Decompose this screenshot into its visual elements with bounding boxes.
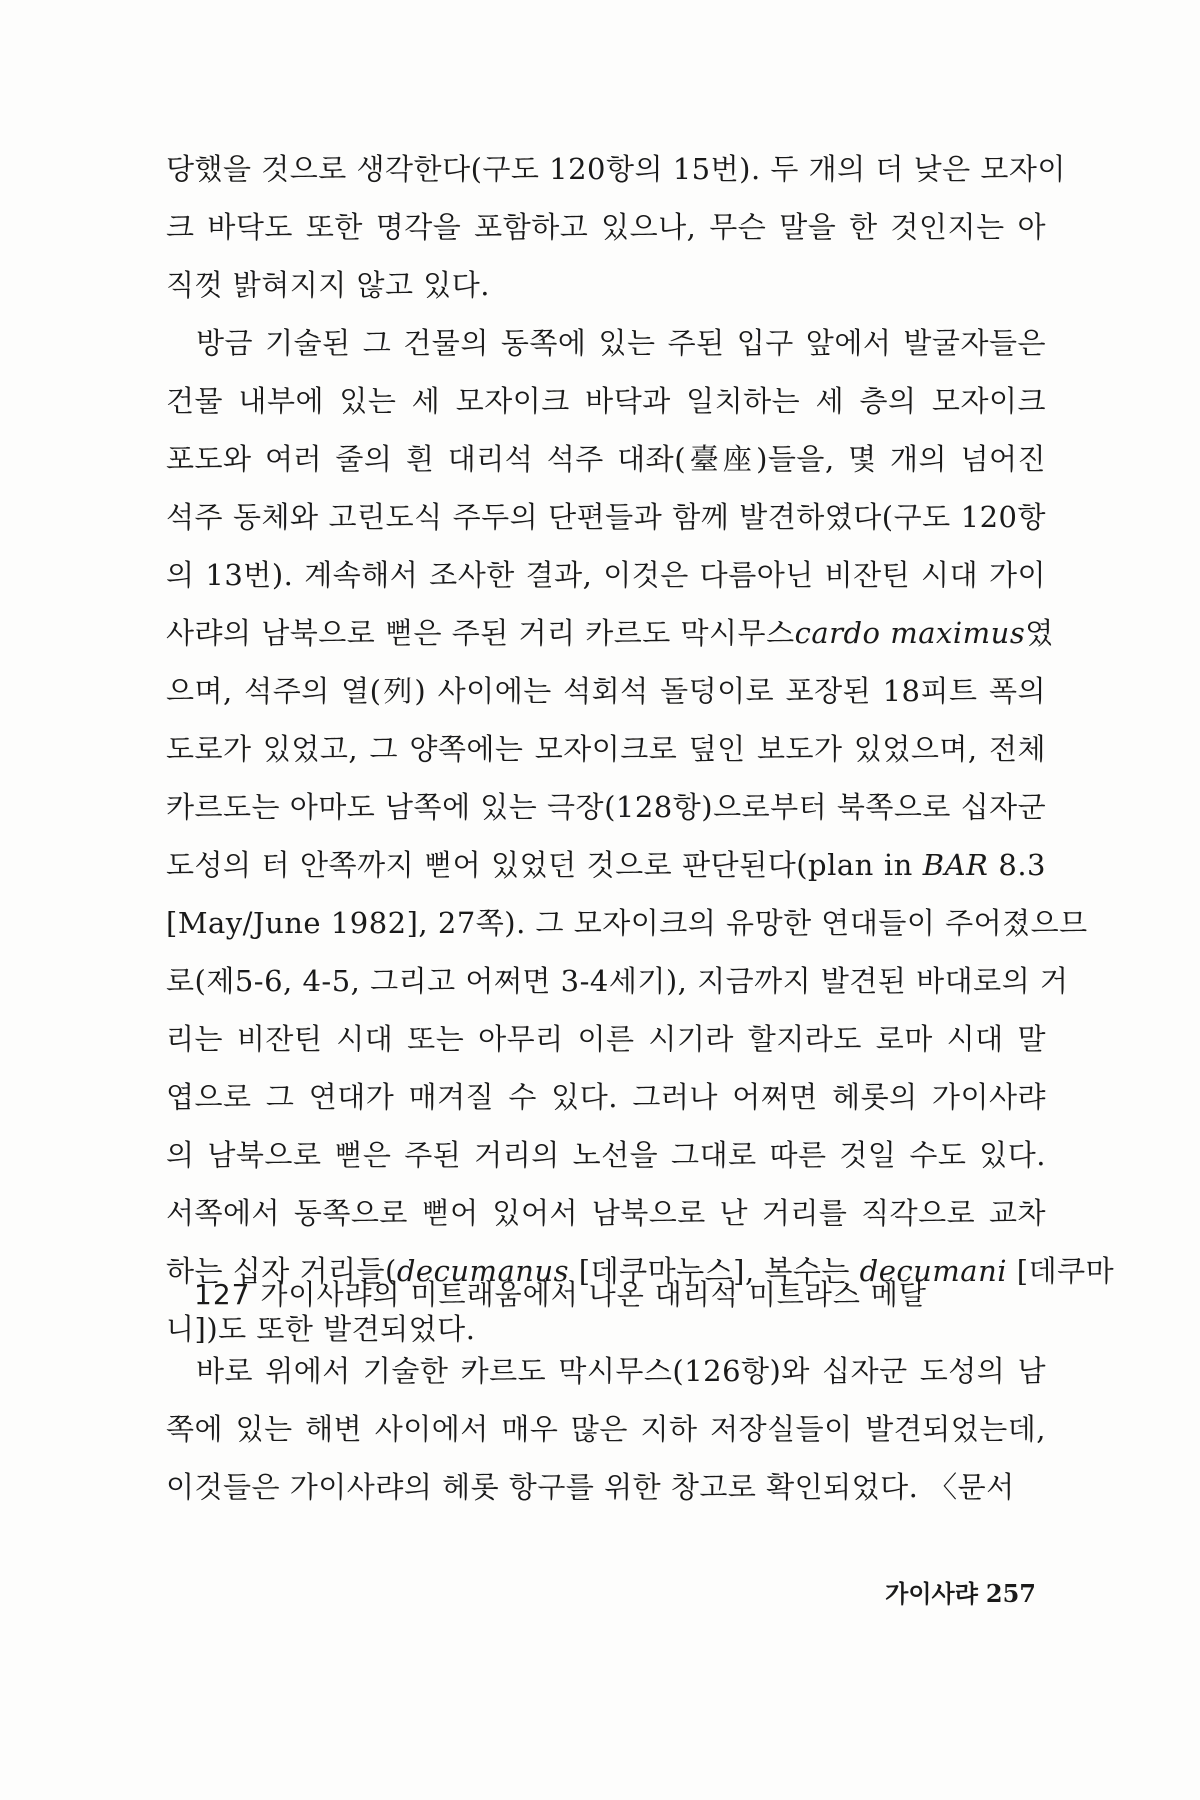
text-line: 카르도는 아마도 남쪽에 있는 극장(128항)으로부터 북쪽으로 십자군 — [166, 790, 1047, 824]
italic-term: decumani — [859, 1254, 1008, 1288]
paragraph-2-text — [166, 314, 1115, 1358]
text-line: 의 남북으로 뻗은 주된 거리의 노선을 그대로 따른 것일 수도 있다. — [166, 1138, 1046, 1172]
text-segment: 였 — [1025, 616, 1054, 650]
paragraph-1 — [166, 140, 1066, 314]
text-line: 포도와 여러 줄의 흰 대리석 석주 대좌(臺座)들을, 몇 개의 넘어진 — [166, 442, 1046, 476]
text-line: 바로 위에서 기술한 카르도 막시무스(126항)와 십자군 도성의 남 — [196, 1354, 1046, 1388]
text-line — [166, 604, 1054, 662]
text-segment: 사랴의 남북으로 뻗은 주된 거리 카르도 막시무스 — [166, 616, 795, 650]
paragraph-3-text — [166, 1342, 1046, 1516]
page-number: 257 — [985, 1579, 1036, 1608]
text-line: 이것들은 가이사랴의 헤롯 항구를 위한 창고로 확인되었다. 〈문서 — [166, 1470, 1015, 1504]
text-line: 직껏 밝혀지지 않고 있다. — [166, 268, 491, 302]
text-segment: [데쿠마 — [1007, 1254, 1115, 1288]
text-line: 크 바닥도 또한 명각을 포함하고 있으나, 무슨 말을 한 것인지는 아 — [166, 210, 1046, 244]
text-line: 쪽에 있는 해변 사이에서 매우 많은 지하 저장실들이 발견되었는데, — [166, 1412, 1046, 1446]
section-heading-127: 127 가이사랴의 미트래움에서 나온 대리석 미트라스 메달 — [194, 1278, 927, 1311]
italic-term: cardo maximus — [794, 616, 1026, 650]
text-line: 석주 동체와 고린도식 주두의 단편들과 함께 발견하였다(구도 120항 — [166, 500, 1046, 534]
text-line: 엽으로 그 연대가 매겨질 수 있다. 그러나 어쩌면 헤롯의 가이사랴 — [166, 1080, 1046, 1114]
text-line: 방금 기술된 그 건물의 동쪽에 있는 주된 입구 앞에서 발굴자들은 — [196, 326, 1046, 360]
text-segment: 도성의 터 안쪽까지 뻗어 있었던 것으로 판단된다(plan in — [166, 848, 923, 882]
text-segment: 하는 십자 거리들( — [166, 1254, 397, 1288]
text-line: 의 13번). 계속해서 조사한 결과, 이것은 다름아닌 비잔틴 시대 가이 — [166, 558, 1046, 592]
text-line: 니])도 또한 발견되었다. — [166, 1312, 476, 1346]
text-line: 으며, 석주의 열(列) 사이에는 석회석 돌덩이로 포장된 18피트 폭의 — [166, 674, 1046, 708]
text-line: 당했을 것으로 생각한다(구도 120항의 15번). 두 개의 더 낮은 모자이 — [166, 152, 1066, 186]
text-line: 로(제5-6, 4-5, 그리고 어쩌면 3-4세기), 지금까지 발견된 바대로의 거 — [166, 964, 1069, 998]
text-segment: [데쿠마누스], 복수는 — [569, 1254, 860, 1288]
text-segment: 8.3 — [988, 848, 1046, 882]
italic-term: BAR — [922, 848, 989, 882]
text-line: 도로가 있었고, 그 양쪽에는 모자이크로 덮인 보도가 있었으며, 전체 — [166, 732, 1046, 766]
running-title: 가이사랴 — [885, 1580, 978, 1608]
paragraph-1-text — [166, 140, 1066, 314]
italic-term: decumanus — [396, 1254, 570, 1288]
text-line: 서쪽에서 동쪽으로 뻗어 있어서 남북으로 난 거리를 직각으로 교차 — [166, 1196, 1046, 1230]
page-footer — [885, 1574, 1036, 1609]
text-line: 건물 내부에 있는 세 모자이크 바닥과 일치하는 세 층의 모자이크 — [166, 384, 1046, 418]
paragraph-3 — [166, 1342, 1046, 1516]
text-line: [May/June 1982], 27쪽). 그 모자이크의 유망한 연대들이 주어졌으므 — [166, 906, 1088, 940]
paragraph-2 — [166, 314, 1115, 1358]
text-line — [166, 836, 1046, 894]
text-line: 리는 비잔틴 시대 또는 아무리 이른 시기라 할지라도 로마 시대 말 — [166, 1022, 1046, 1056]
